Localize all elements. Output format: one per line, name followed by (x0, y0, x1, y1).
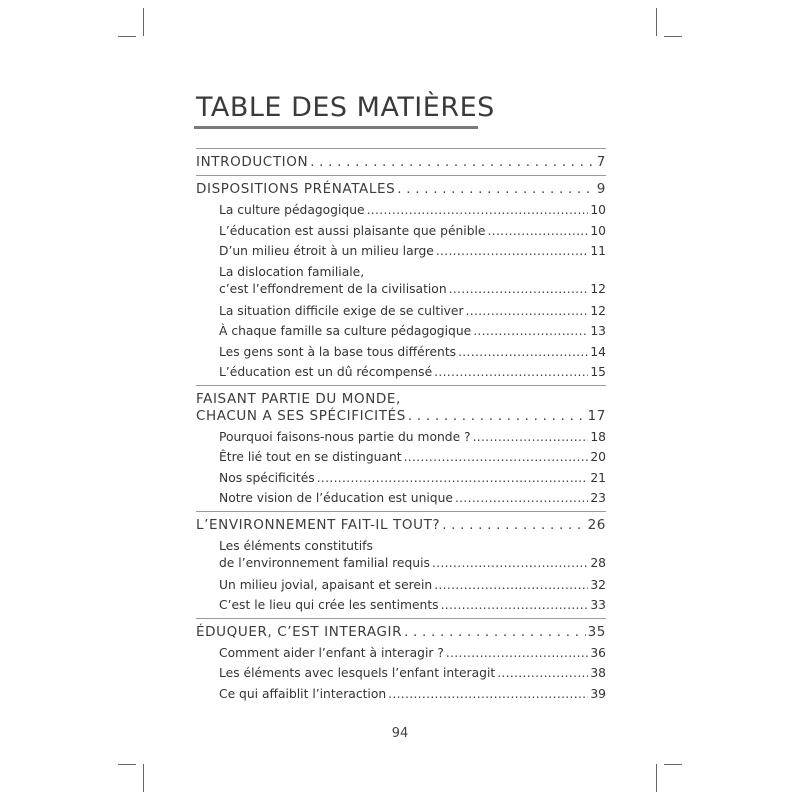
chapter-page: 7 (596, 154, 606, 170)
leader-dots (404, 624, 586, 641)
toc-item-page: 21 (590, 470, 606, 485)
chapter-entry[interactable] (196, 149, 606, 173)
toc-section (196, 148, 606, 176)
toc-item[interactable] (196, 362, 606, 383)
leader-dots (455, 488, 588, 509)
toc-item-page: 12 (590, 281, 606, 296)
toc-item[interactable] (196, 595, 606, 616)
page-number: 94 (391, 726, 409, 741)
toc-item-label: Un milieu jovial, apaisant et serein (219, 577, 433, 592)
toc-item-label: D’un milieu étroit à un milieu large (219, 244, 434, 258)
toc-section (196, 176, 606, 386)
leader-dots (466, 301, 589, 322)
toc-item-label: L’éducation est un dû récompensé (219, 365, 433, 379)
toc-item-page: 39 (590, 686, 606, 701)
leader-dots (367, 200, 589, 221)
leader-dots (432, 555, 588, 572)
toc-item-page: 28 (590, 555, 606, 570)
toc-item-page: 33 (590, 598, 606, 612)
toc-item[interactable] (196, 200, 606, 221)
toc-item-line1[interactable]: Les éléments constitutifs (219, 538, 373, 553)
leader-dots (388, 684, 588, 705)
toc-item-label: Pourquoi faisons-nous partie du monde ? (219, 429, 471, 444)
chapter-page: 17 (587, 407, 606, 424)
toc-item-label: C’est le lieu qui crée les sentiments (219, 598, 439, 612)
leader-dots (434, 575, 588, 596)
leader-dots (449, 281, 589, 298)
table-of-contents (196, 148, 606, 706)
leader-dots (434, 362, 588, 383)
chapter-title-line1[interactable]: FAISANT PARTIE DU MONDE, (196, 390, 401, 407)
leader-dots (473, 427, 589, 448)
toc-item-label: La situation difficile exige de se cultiver (219, 303, 464, 318)
toc-item-label: La culture pédagogique (219, 203, 365, 217)
chapter-page: 35 (587, 623, 606, 640)
toc-item-label: c’est l’effondrement de la civilisation (219, 281, 447, 296)
toc-item[interactable] (196, 684, 606, 705)
toc-item-label: Les éléments avec lesquels l’enfant interagit (219, 666, 496, 680)
toc-item-label: Les gens sont à la base tous différents (219, 344, 457, 359)
toc-section (196, 512, 606, 619)
toc-item-page: 36 (590, 645, 606, 660)
toc-item-page: 20 (590, 450, 606, 464)
leader-dots (408, 408, 586, 425)
toc-item-page: 15 (590, 365, 606, 379)
chapter-entry[interactable] (196, 512, 606, 536)
toc-item[interactable] (196, 575, 606, 596)
leader-dots (441, 595, 589, 616)
toc-section (196, 386, 606, 512)
toc-item-label: Ce qui affaiblit l’interaction (219, 686, 387, 701)
toc-item-label: À chaque famille sa culture pédagogique (219, 324, 472, 338)
chapter-page: 26 (587, 516, 606, 533)
chapter-title: DISPOSITIONS PRÉNATALES (196, 181, 396, 197)
toc-item-label: Comment aider l’enfant à interagir ? (219, 645, 444, 660)
toc-item[interactable] (196, 221, 606, 242)
toc-section (196, 619, 606, 707)
chapter-page: 9 (596, 181, 606, 197)
leader-dots (397, 181, 595, 198)
leader-dots (436, 241, 589, 262)
toc-item-page: 10 (590, 223, 606, 238)
crop-mark (656, 8, 657, 36)
leader-dots (488, 221, 589, 242)
chapter-title: INTRODUCTION (196, 154, 309, 170)
chapter-title: L’ENVIRONNEMENT FAIT-IL TOUT? (196, 516, 441, 533)
crop-mark (118, 764, 136, 765)
toc-item[interactable] (196, 555, 606, 575)
toc-item-page: 38 (590, 666, 606, 680)
toc-item[interactable] (196, 468, 606, 489)
leader-dots (317, 468, 589, 489)
leader-dots (497, 663, 588, 684)
toc-item[interactable] (196, 488, 606, 509)
toc-item-page: 23 (590, 491, 606, 505)
page-title: TABLE DES MATIÈRES (196, 92, 495, 123)
crop-mark (664, 764, 682, 765)
leader-dots (442, 517, 585, 534)
toc-item[interactable] (196, 643, 606, 664)
chapter-entry[interactable] (196, 176, 606, 200)
toc-item[interactable] (196, 427, 606, 448)
toc-item[interactable] (196, 301, 606, 322)
crop-mark (118, 36, 136, 37)
toc-item-page: 13 (590, 324, 606, 338)
toc-item-label: Être lié tout en se distinguant (219, 450, 402, 464)
toc-item[interactable] (196, 342, 606, 363)
chapter-entry[interactable] (196, 408, 606, 427)
crop-mark (664, 36, 682, 37)
crop-mark (143, 8, 144, 36)
title-underline (194, 126, 478, 129)
toc-item-label: Notre vision de l’éducation est unique (219, 491, 453, 505)
toc-item-label: L’éducation est aussi plaisante que pénible (219, 223, 486, 238)
toc-item-label: Nos spécificités (219, 470, 315, 485)
toc-item-page: 11 (590, 244, 606, 258)
leader-dots (310, 154, 595, 171)
toc-item-page: 32 (590, 577, 606, 592)
toc-item[interactable] (196, 663, 606, 684)
toc-item[interactable] (196, 447, 606, 468)
toc-item-label: de l’environnement familial requis (219, 555, 430, 570)
leader-dots (404, 447, 589, 468)
toc-item[interactable] (196, 321, 606, 342)
crop-mark (656, 764, 657, 792)
leader-dots (446, 643, 588, 664)
chapter-title: ÉDUQUER, C’EST INTERAGIR (196, 623, 403, 640)
leader-dots (473, 321, 588, 342)
toc-item-page: 10 (590, 203, 606, 217)
toc-item-page: 12 (590, 303, 606, 318)
toc-item-page: 14 (590, 344, 606, 359)
toc-item[interactable] (196, 241, 606, 262)
toc-item-line1[interactable]: La dislocation familiale, (219, 264, 365, 279)
crop-mark (143, 764, 144, 792)
chapter-entry[interactable] (196, 619, 606, 643)
chapter-title: CHACUN A SES SPÉCIFICITÉS (196, 407, 406, 424)
leader-dots (458, 342, 588, 363)
toc-item-page: 18 (590, 429, 606, 444)
toc-item[interactable] (196, 281, 606, 301)
